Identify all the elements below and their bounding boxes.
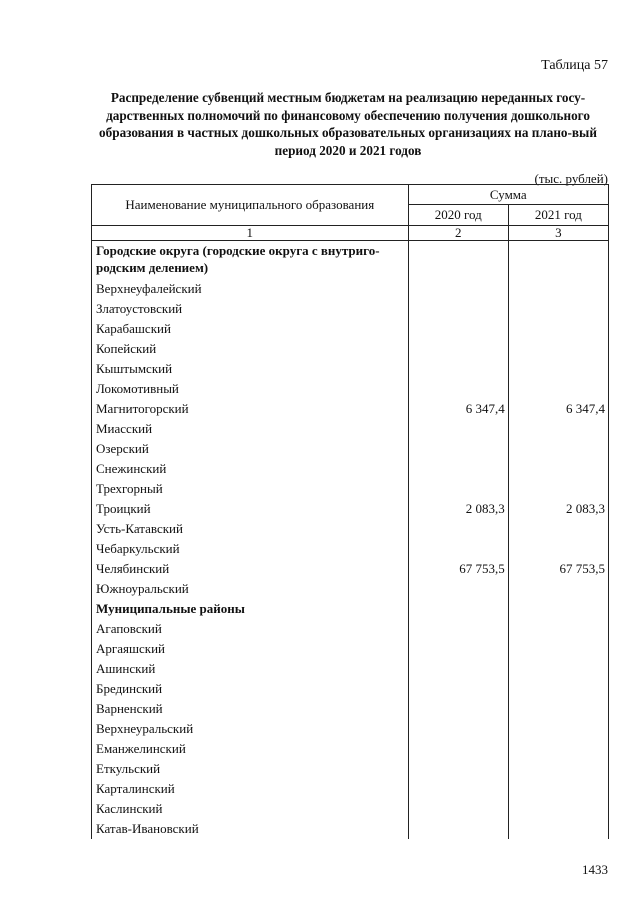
value-2021 (508, 739, 608, 759)
value-2021: 67 753,5 (508, 559, 608, 579)
column-number-2: 2 (408, 226, 508, 241)
column-header-2021: 2021 год (508, 205, 608, 226)
column-header-sum: Сумма (408, 185, 608, 205)
value-2020 (408, 419, 508, 439)
municipality-name: Миасский (92, 419, 409, 439)
value-2020 (408, 439, 508, 459)
value-2021 (508, 819, 608, 839)
table-row (92, 439, 609, 459)
value-2021 (508, 419, 608, 439)
value-2020 (408, 479, 508, 499)
municipality-name: Карабашский (92, 319, 409, 339)
table-row (92, 579, 609, 599)
municipality-name: Агаповский (92, 619, 409, 639)
value-2021 (508, 439, 608, 459)
table-row (92, 299, 609, 319)
value-2021 (508, 519, 608, 539)
table-row (92, 399, 609, 419)
municipality-name: Трехгорный (92, 479, 409, 499)
table-row (92, 241, 609, 279)
units-note: (тыс. рублей) (534, 171, 608, 186)
value-2021 (508, 479, 608, 499)
municipality-name: Еткульский (92, 759, 409, 779)
value-2021 (508, 679, 608, 699)
value-2020 (408, 459, 508, 479)
value-2020 (408, 699, 508, 719)
table-row (92, 419, 609, 439)
value-2021 (508, 319, 608, 339)
municipality-name: Катав-Ивановский (92, 819, 409, 839)
value-2020 (408, 579, 508, 599)
value-2021 (508, 379, 608, 399)
value-2021 (508, 779, 608, 799)
municipality-name: Челябинский (92, 559, 409, 579)
value-2021 (508, 279, 608, 299)
table-row (92, 619, 609, 639)
value-2020: 67 753,5 (408, 559, 508, 579)
value-2020 (408, 359, 508, 379)
table-row (92, 499, 609, 519)
table-row (92, 779, 609, 799)
value-2020 (408, 241, 508, 279)
column-header-name: Наименование муниципального образования (92, 185, 409, 226)
value-2021 (508, 719, 608, 739)
municipality-name: Варненский (92, 699, 409, 719)
table-row (92, 759, 609, 779)
municipality-name: Локомотивный (92, 379, 409, 399)
value-2020 (408, 799, 508, 819)
value-2020 (408, 639, 508, 659)
page-number: 1433 (582, 862, 608, 877)
value-2021 (508, 241, 608, 279)
municipality-name: Снежинский (92, 459, 409, 479)
table-row (92, 719, 609, 739)
value-2021 (508, 359, 608, 379)
municipality-name: Троицкий (92, 499, 409, 519)
table-row (92, 799, 609, 819)
table-row (92, 319, 609, 339)
municipality-name: Южноуральский (92, 579, 409, 599)
table-row (92, 479, 609, 499)
municipality-name: Городские округа (городские округа с внутриго-родским делением) (92, 241, 409, 279)
value-2021 (508, 599, 608, 619)
municipality-name: Озерский (92, 439, 409, 459)
table-row (92, 819, 609, 839)
value-2020 (408, 819, 508, 839)
value-2020: 2 083,3 (408, 499, 508, 519)
column-number-3: 3 (508, 226, 608, 241)
column-number-1: 1 (92, 226, 409, 241)
municipality-name: Кыштымский (92, 359, 409, 379)
municipality-name: Магнитогорский (92, 399, 409, 419)
value-2020 (408, 319, 508, 339)
table-row (92, 599, 609, 619)
municipality-name: Ашинский (92, 659, 409, 679)
document-title: Распределение субвенций местным бюджетам на реализацию нереданных госу-дарственных полномочий по финансовому обеспечению получения дошкольного образования в частных дошкольных образовательных организациях на плано-вый период 2020 и 2021 годов (99, 90, 597, 158)
municipality-name: Верхнеуральский (92, 719, 409, 739)
value-2021: 6 347,4 (508, 399, 608, 419)
table-row (92, 379, 609, 399)
municipality-name: Муниципальные районы (92, 599, 409, 619)
municipality-name: Карталинский (92, 779, 409, 799)
value-2020 (408, 759, 508, 779)
value-2021 (508, 659, 608, 679)
value-2021 (508, 459, 608, 479)
table-number: Таблица 57 (541, 58, 608, 73)
municipality-name: Чебаркульский (92, 539, 409, 559)
value-2021 (508, 699, 608, 719)
table-row (92, 679, 609, 699)
value-2021 (508, 339, 608, 359)
table-row (92, 459, 609, 479)
table-row (92, 659, 609, 679)
value-2020 (408, 739, 508, 759)
municipality-name: Аргаяшский (92, 639, 409, 659)
column-header-2020: 2020 год (408, 205, 508, 226)
value-2021 (508, 759, 608, 779)
subventions-table (91, 184, 609, 839)
municipality-name: Златоустовский (92, 299, 409, 319)
table-row (92, 359, 609, 379)
value-2020 (408, 279, 508, 299)
value-2020 (408, 779, 508, 799)
value-2020 (408, 339, 508, 359)
municipality-name: Еманжелинский (92, 739, 409, 759)
value-2021 (508, 619, 608, 639)
value-2020: 6 347,4 (408, 399, 508, 419)
table-row (92, 739, 609, 759)
value-2020 (408, 299, 508, 319)
municipality-name: Брединский (92, 679, 409, 699)
table-row (92, 559, 609, 579)
municipality-name: Копейский (92, 339, 409, 359)
table-row (92, 539, 609, 559)
value-2020 (408, 679, 508, 699)
value-2021: 2 083,3 (508, 499, 608, 519)
table-row (92, 339, 609, 359)
municipality-name: Усть-Катавский (92, 519, 409, 539)
value-2021 (508, 299, 608, 319)
value-2020 (408, 619, 508, 639)
value-2021 (508, 579, 608, 599)
table-row (92, 639, 609, 659)
municipality-name: Верхнеуфалейский (92, 279, 409, 299)
table-row (92, 699, 609, 719)
table-row (92, 279, 609, 299)
value-2020 (408, 659, 508, 679)
value-2020 (408, 719, 508, 739)
table-row (92, 519, 609, 539)
value-2021 (508, 639, 608, 659)
value-2020 (408, 539, 508, 559)
value-2021 (508, 799, 608, 819)
value-2021 (508, 539, 608, 559)
value-2020 (408, 379, 508, 399)
municipality-name: Каслинский (92, 799, 409, 819)
value-2020 (408, 519, 508, 539)
value-2020 (408, 599, 508, 619)
